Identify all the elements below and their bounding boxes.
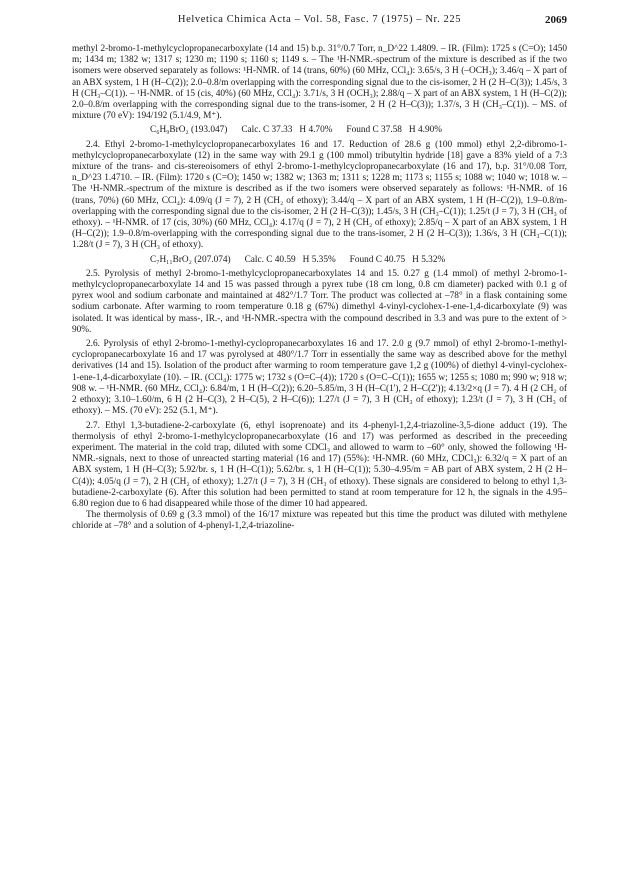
elemental-analysis-methyl: C₆H₉BrO₂ (193.047) Calc. C 37.33 H 4.70% Found C 37.58 H 4.90% (150, 125, 442, 136)
article-body (72, 44, 567, 533)
elemental-analysis-ethyl: C₇H₁₁BrO₂ (207.074) Calc. C 40.59 H 5.35% Found C 40.75 H 5.32% (150, 254, 446, 265)
paragraph-nmr-methyl-esters: methyl 2-bromo-1-methylcyclopropanecarboxylate (14 and 15) b.p. 31°/0.7 Torr, n_D^22 1.4809. – IR. (Film): 1725 s (C=O); 1450 m; 1434 m; 1382 w; 1317 s; 1230 m; 1190 s; 1160 s; 1149 s. – The ¹H-NMR.-spectrum of the mixture is described as if the two isomers were observed separately as follows: ¹H-NMR. of 14 (trans, 60%) (60 MHz, CCl₄): 3.65/s, 3 H (–OCH₃); 3.46/q – X part of an ABX system, 1 H (H–C(2)); 2.0–0.8/m overlapping with the corresponding signal due to the cis-isomer, 2 H (2 H–C(3)); 1.45/s, 3 H (CH₃–C(1)). – ¹H-NMR. of 15 (cis, 40%) (60 MHz, CCl₄): 3.71/s, 3 H (OCH₃); 2.88/q – X part of an ABX system, 1 H (H–C(2)); 2.0–0.8/m overlapping with the corresponding signal due to the trans-isomer, 2 H (2 H–C(3)); 1.37/s, 3 H (CH₃–C(1)). – MS. of mixture (70 eV): 194/192 (5.1/4.9, M⁺). (72, 44, 567, 122)
paragraph-section-2-5: 2.5. Pyrolysis of methyl 2-bromo-1-methylcyclopropanecarboxylates 14 and 15. 0.27 g (1.4 mmol) of methyl 2-bromo-1-methylcyclopropanecarboxylate 14 and 15 was passed through a pyrex tube (18 cm long, 0.8 cm diameter) packed with 0.1 g of pyrex wool and sodium carbonate and maintained at 482°/1.7 Torr. The product was collected at –78° in a flask containing some sodium carbonate. After warming to room temperature 0.18 g (67%) dimethyl 4-vinyl-cyclohex-1-ene-1,4-dicarboxylate (9) was isolated. It was identical by mass-, IR.-, and ¹H-NMR.-spectra with the compound described in 3.3 and was pure to the extent of > 90%. (72, 268, 567, 335)
paragraph-section-2-4: 2.4. Ethyl 2-bromo-1-methylcyclopropanecarboxylates 16 and 17. Reduction of 28.6 g (100 mmol) ethyl 2,2-dibromo-1-methylcyclopropanecarboxylate (12) in the same way with 29.1 g (100 mmol) tributyltin hydride [18] gave a 83% yield of a 7:3 mixture of the trans- and cis-stereoisomers of ethyl 2-bromo-1-methylcyclopropanecarboxylate (16 and 17), b.p. 31°/0.08 Torr, n_D^23 1.4710. – IR. (Film): 1720 s (C=O); 1450 w; 1382 w; 1363 m; 1311 s; 1228 m; 1173 s; 1155 s; 1088 w; 1040 w; 1018 w. – The ¹H-NMR.-spectrum of the mixture is described as if the two isomers were observed separately as follows: ¹H-NMR. of 16 (trans, 70%) (60 MHz, CCl₄): 4.09/q (J = 7), 2 H (CH₂ of ethoxy); 3.44/q – X part of an ABX system, 1 H (H–C(2)), 1.9–0.8/m-overlapping with the corresponding signal due to the cis-isomer, 2 H (2 H–C(3)); 1.45/s, 3 H (CH₃–C(1)); 1.25/t (J = 7), 3 H (CH₃ of ethoxy). – ¹H-NMR. of 17 (cis, 30%) (60 MHz, CCl₄): 4.17/q (J = 7), 2 H (CH₂ of ethoxy); 2.85/q – X part of an ABX system, 1 H (H–C(2)); 1.9–0.8/m-overlapping with the corresponding signal due to the trans-isomer, 2 H (2 H–C(3)); 1.36/s, 3 H (CH₃–C(1)); 1.28/t (J = 7), 3 H (CH₃ of ethoxy). (72, 139, 567, 251)
paragraph-section-2-7: 2.7. Ethyl 1,3-butadiene-2-carboxylate (6, ethyl isoprenoate) and its 4-phenyl-1,2,4-triazoline-3,5-dione adduct (19). The thermolysis of ethyl 2-bromo-1-methylcyclopropanecarboxylate (16 and 17) was performed as described in the preceeding experiment. The material in the cold trap, diluted with some CDCl₃ and allowed to warm to –60° only, showed the following ¹H-NMR.-signals, next to those of unreacted starting material (16 and 17) (55%): ¹H-NMR. (60 MHz, CDCl₃): 6.32/q = X part of an ABX system, 1 H (H–C(3); 5.92/br. s, 1 H (H–C(1)); 5.62/br. s, 1 H (H–C(1)); 5.30–4.95/m = AB part of ABX system, 2 H (2 H–C(4)); 4.05/q (J = 7), 2 H (CH₂ of ethoxy); 1.27/t (J = 7), 3 H (CH₃ of ethoxy). These signals are considered to belong to ethyl 1,3-butadiene-2-carboxylate (6). After this solution had been permitted to stand at room temperature for 12 h, the signals in the 4.95–6.80 region due to 6 had disappeared while those of the dimer 10 had appeared. (72, 420, 567, 509)
page-number: 2069 (545, 14, 567, 26)
paragraph-section-2-6: 2.6. Pyrolysis of ethyl 2-bromo-1-methyl-cyclopropanecarboxylates 16 and 17. 2.0 g (9.7 mmol) of ethyl 2-bromo-1-methyl-cyclopropanecarboxylate 16 and 17 was pyrolysed at 480°/1.7 Torr in essentially the same way as described above for the methyl derivatives (14 and 15). Isolation of the product after warming to room temperature gave 1,2 g (100%) of diethyl 4-vinyl-cyclohex-1-ene-1,4-dicarboxylate (10). – IR. (CCl₄): 1775 w; 1732 s (O=C–(4)); 1720 s (O=C–C(1)); 1655 w; 1255 s; 1080 m; 990 w; 918 w; 908 w. – ¹H-NMR. (60 MHz, CCl₄): 6.84/m, 1 H (H–C(2)); 6.20–5.85/m, 3 H (H–C(1'), 2 H–C(2')); 4.13/2×q (J = 7). 4 H (2 CH₂ of 2 ethoxy); 3.10–1.60/m, 6 H (2 H–C(3), 2 H–C(5), 2 H–C(6)); 1.27/t (J = 7), 3 H (CH₃ of ethoxy); 1.23/t (J = 7), 3 H (CH₃ of ethoxy). – MS. (70 eV): 252 (5.1, M⁺). (72, 339, 567, 417)
paragraph-thermolysis-repeat: The thermolysis of 0.69 g (3.3 mmol) of the 16/17 mixture was repeated but this time the product was diluted with methylene chloride at –78° and a solution of 4-phenyl-1,2,4-triazoline- (72, 510, 567, 532)
journal-title: Helvetica Chimica Acta – Vol. 58, Fasc. 7 (1975) – Nr. 225 (177, 14, 462, 25)
running-header (72, 14, 567, 28)
